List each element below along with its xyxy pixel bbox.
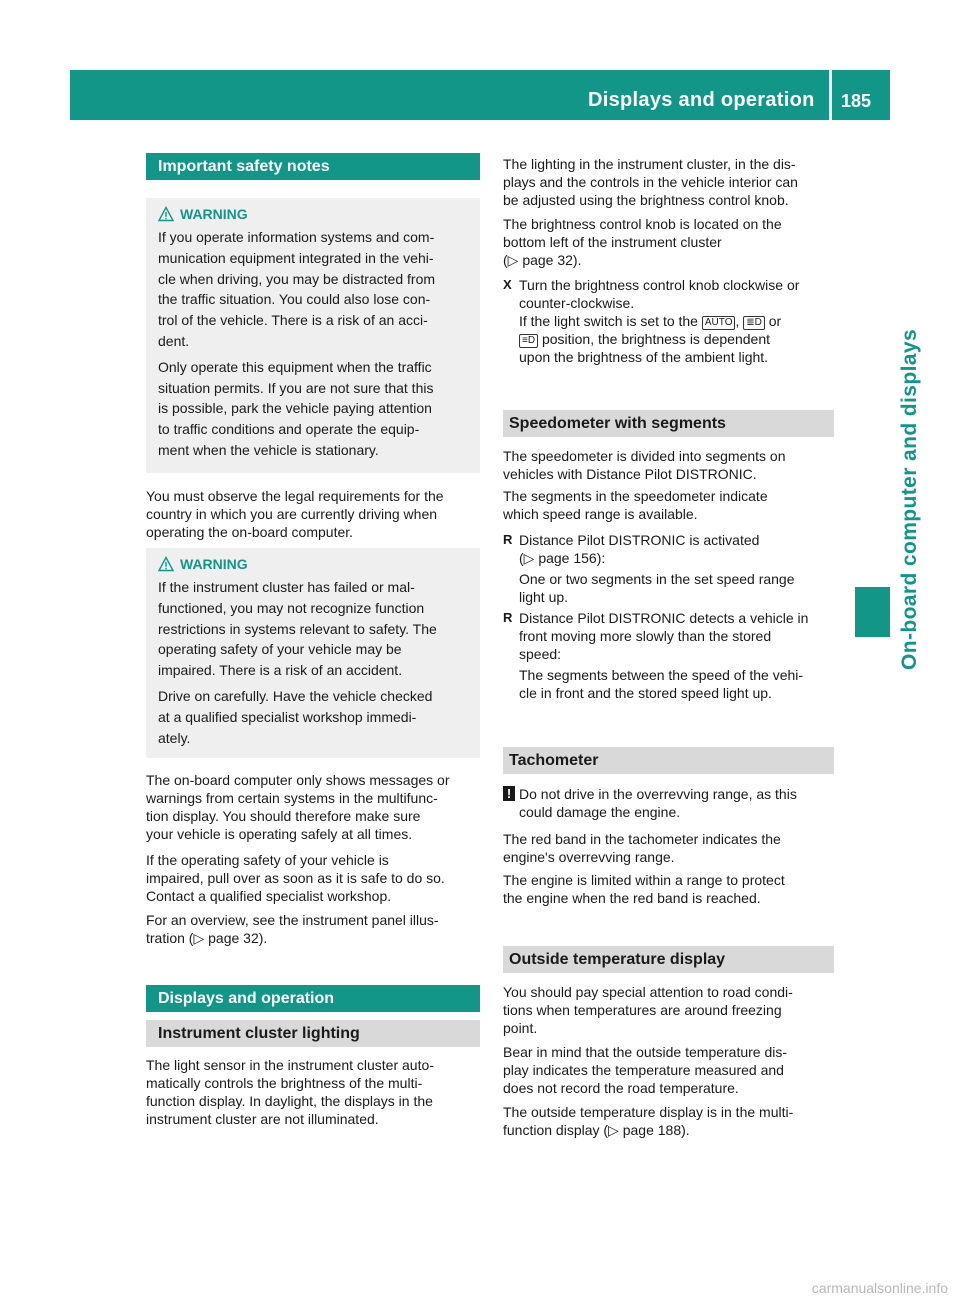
- text-line: Contact a qualified specialist workshop.: [146, 888, 392, 904]
- text-line: The segments between the speed of the vehi-: [519, 667, 804, 683]
- bullet-marker: R: [503, 532, 513, 547]
- outside-temp-heading: Outside temperature display: [503, 946, 834, 973]
- list-item: [503, 531, 834, 549]
- warning-title-2: [158, 554, 474, 574]
- text-line: to traffic conditions and operate the equip-: [158, 421, 420, 438]
- list-item: [503, 609, 834, 627]
- warning-label-2: WARNING: [180, 556, 248, 572]
- text-line: could damage the engine.: [519, 804, 681, 820]
- text-line: impaired, pull over as soon as it is safe to do so.: [146, 870, 445, 886]
- header-divider: [829, 70, 832, 120]
- text-line: operating the on-board computer.: [146, 524, 354, 540]
- watermark: carmanualsonline.info: [811, 1280, 948, 1296]
- outside-paragraph-1: [503, 983, 834, 1037]
- text-line: the engine when the red band is reached.: [503, 890, 761, 906]
- text-line: instrument cluster are not illuminated.: [146, 1111, 379, 1127]
- text-line: plays and the controls in the vehicle interior can: [503, 174, 798, 190]
- displays-operation-heading: Displays and operation: [146, 985, 480, 1012]
- text-line: vehicles with Distance Pilot DISTRONIC.: [503, 466, 757, 482]
- step-marker: X: [503, 277, 512, 292]
- intro-paragraph-2: [503, 215, 834, 269]
- text-line: point.: [503, 1020, 538, 1036]
- outside-paragraph-3: [503, 1103, 834, 1139]
- text-fragment: position, the brightness is dependent: [541, 331, 770, 347]
- text-fragment: or: [768, 313, 782, 329]
- bullet-list: [503, 531, 834, 702]
- text-line: ately.: [158, 729, 191, 746]
- tacho-paragraph-1: [503, 830, 834, 866]
- text-line: You should pay special attention to road condi-: [503, 984, 793, 1000]
- side-tab-label: On-board computer and displays: [898, 328, 921, 670]
- obc-paragraph-2: [146, 851, 480, 905]
- speedo-paragraph-2: [503, 487, 834, 523]
- text-line: does not record the road temperature.: [503, 1080, 739, 1096]
- text-line: The segments in the speedometer indicate: [503, 488, 768, 504]
- text-line: light up.: [519, 589, 569, 605]
- text-line: impaired. There is a risk of an accident.: [158, 662, 403, 679]
- text-line: ment when the vehicle is stationary.: [158, 441, 379, 458]
- text-line: (▷ page 32).: [503, 252, 582, 268]
- legal-paragraph: [146, 487, 480, 541]
- tacho-paragraph-2: [503, 871, 834, 907]
- side-block: [855, 587, 890, 637]
- text-line: The light sensor in the instrument cluster auto-: [146, 1057, 434, 1073]
- note-line: [503, 785, 834, 803]
- step-sub-line-2: [503, 330, 834, 348]
- text-line: engine's overrevving range.: [503, 849, 675, 865]
- speedometer-heading: Speedometer with segments: [503, 410, 834, 437]
- text-line: Turn the brightness control knob clockwise or: [519, 277, 800, 293]
- text-line: function display (▷ page 188).: [503, 1122, 690, 1138]
- text-line: The speedometer is divided into segments on: [503, 448, 786, 464]
- text-line: upon the brightness of the ambient light.: [519, 349, 769, 365]
- warning2-para2: [158, 686, 474, 748]
- overview-paragraph: [146, 911, 480, 947]
- text-line: cle when driving, you may be distracted from: [158, 270, 436, 287]
- text-line: play indicates the temperature measured and: [503, 1062, 784, 1078]
- text-line: One or two segments in the set speed range: [519, 571, 795, 587]
- text-line: operating safety of your vehicle may be: [158, 641, 402, 658]
- text-line: is possible, park the vehicle paying attention: [158, 400, 432, 417]
- text-line: munication equipment integrated in the vehi-: [158, 249, 434, 266]
- warning-icon: [158, 556, 174, 572]
- text-line: situation permits. If you are not sure that this: [158, 379, 434, 396]
- text-line: If you operate information systems and com-: [158, 229, 435, 245]
- outside-paragraph-2: [503, 1043, 834, 1097]
- text-line: Distance Pilot DISTRONIC detects a vehicle in: [519, 610, 809, 626]
- text-line: restrictions in systems relevant to safety. The: [158, 620, 437, 637]
- side-lights-icon: ≣D: [743, 316, 765, 330]
- text-line: Do not drive in the overrevving range, as this: [519, 786, 797, 802]
- warning-icon: [158, 206, 174, 222]
- text-line: Bear in mind that the outside temperature dis-: [503, 1044, 788, 1060]
- text-line: trol of the vehicle. There is a risk of an acci-: [158, 312, 428, 329]
- auto-light-icon: AUTO: [702, 316, 736, 330]
- obc-paragraph-1: [146, 771, 480, 843]
- tachometer-heading: Tachometer: [503, 747, 834, 774]
- text-line: tions when temperatures are around freezing: [503, 1002, 782, 1018]
- text-line: Distance Pilot DISTRONIC is activated: [519, 532, 760, 548]
- text-line: warnings from certain systems in the multifunc-: [146, 790, 438, 806]
- text-line: tration (▷ page 32).: [146, 930, 268, 946]
- text-line: (▷ page 156):: [519, 550, 606, 566]
- text-line: The engine is limited within a range to protect: [503, 872, 785, 888]
- text-line: If the operating safety of your vehicle is: [146, 852, 389, 868]
- text-line: function display. In daylight, the displays in the: [146, 1093, 433, 1109]
- text-line: matically controls the brightness of the multi-: [146, 1075, 423, 1091]
- text-line: at a qualified specialist workshop immedi-: [158, 708, 417, 725]
- text-line: be adjusted using the brightness control knob.: [503, 192, 789, 208]
- lighting-heading: Instrument cluster lighting: [146, 1020, 480, 1047]
- text-fragment: ,: [735, 313, 740, 329]
- text-fragment: If the light switch is set to the: [519, 313, 698, 329]
- warning1-para2: [158, 357, 474, 461]
- warning-label-1: WARNING: [180, 206, 248, 222]
- text-line: the traffic situation. You could also lose con-: [158, 291, 431, 308]
- text-line: The on-board computer only shows messages or: [146, 772, 450, 788]
- text-line: The outside temperature display is in the multi-: [503, 1104, 794, 1120]
- text-line: bottom left of the instrument cluster: [503, 234, 722, 250]
- text-line: your vehicle is operating safely at all times.: [146, 826, 413, 842]
- lighting-paragraph: [146, 1056, 480, 1128]
- speedo-paragraph-1: [503, 447, 834, 483]
- text-line: cle in front and the stored speed light up.: [519, 685, 772, 701]
- text-line: counter-clockwise.: [519, 295, 635, 311]
- text-line: which speed range is available.: [503, 506, 698, 522]
- text-line: tion display. You should therefore make sure: [146, 808, 421, 824]
- text-line: If the instrument cluster has failed or mal-: [158, 579, 415, 595]
- step-sub-line: [503, 312, 834, 330]
- step-instruction: [503, 276, 834, 366]
- warning2-para1: [158, 577, 474, 681]
- important-safety-heading: Important safety notes: [146, 153, 480, 180]
- tachometer-note: [503, 785, 834, 821]
- text-line: functioned, you may not recognize function: [158, 599, 425, 616]
- intro-paragraph-1: [503, 155, 834, 209]
- text-line: Drive on carefully. Have the vehicle checked: [158, 687, 433, 704]
- text-line: speed:: [519, 646, 562, 662]
- text-line: Only operate this equipment when the traffic: [158, 358, 432, 375]
- text-line: For an overview, see the instrument panel illus-: [146, 912, 439, 928]
- warning-box-1: [146, 198, 480, 473]
- text-line: You must observe the legal requirements for the: [146, 488, 444, 504]
- warning1-para1: [158, 227, 474, 352]
- text-line: dent.: [158, 332, 190, 349]
- text-line: The red band in the tachometer indicates the: [503, 831, 781, 847]
- header-title: Displays and operation: [588, 89, 815, 111]
- text-line: front moving more slowly than the stored: [519, 628, 772, 644]
- text-line: The lighting in the instrument cluster, in the dis-: [503, 156, 796, 172]
- text-line: country in which you are currently driving when: [146, 506, 438, 522]
- low-beam-icon: ≡D: [519, 334, 538, 348]
- text-line: The brightness control knob is located on the: [503, 216, 782, 232]
- bullet-marker: R: [503, 610, 513, 625]
- page-number: 185: [841, 91, 872, 111]
- warning-box-2: [146, 548, 480, 758]
- warning-title-1: [158, 204, 474, 224]
- caution-icon: !: [503, 786, 515, 801]
- step-line: [503, 276, 834, 294]
